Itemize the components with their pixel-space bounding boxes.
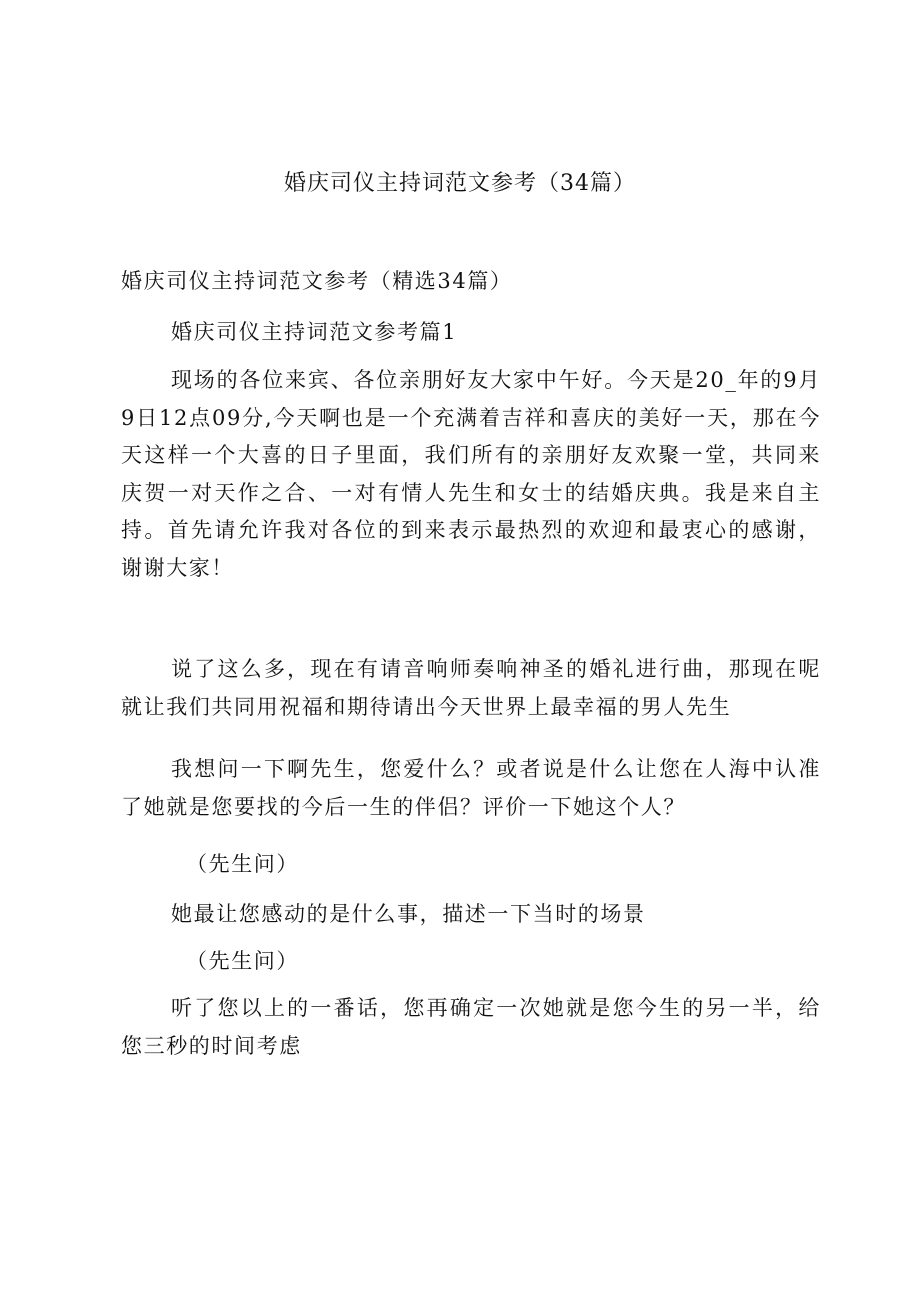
- paragraph-question-groom: 我想问一下啊先生，您爱什么？或者说是什么让您在人海中认准了她就是您要找的今后一生的伴侣？评价一下她这个人？: [121, 757, 821, 819]
- paragraph-touching-moment: 她最让您感动的是什么事，描述一下当时的场景: [171, 902, 646, 926]
- document-title: 婚庆司仪主持词范文参考（34篇）: [284, 171, 636, 196]
- stage-note-groom-asked: （先生问）: [186, 852, 299, 876]
- stage-note-groom-asked-2: （先生问）: [186, 949, 299, 973]
- section-heading: 婚庆司仪主持词范文参考篇1: [171, 320, 458, 344]
- document-subtitle: 婚庆司仪主持词范文参考（精选34篇）: [121, 269, 513, 293]
- paragraph-wedding-march: 说了这么多，现在有请音响师奏响神圣的婚礼进行曲，那现在呢就让我们共同用祝福和期待请出今天世界上最幸福的男人先生: [121, 657, 821, 719]
- paragraph-three-seconds: 听了您以上的一番话，您再确定一次她就是您今生的另一半，给您三秒的时间考虑: [121, 996, 821, 1058]
- paragraph-opening-speech: 现场的各位来宾、各位亲朋好友大家中午好。今天是20_年的9月9日12点09分,今天啊也是一个充满着吉祥和喜庆的美好一天，那在今天这样一个大喜的日子里面，我们所有的亲朋好友欢聚一堂，共同来庆贺一对天作之合、一对有情人先生和女士的结婚庆典。我是来自主持。首先请允许我对各位的到来表示最热烈的欢迎和最衷心的感谢，谢谢大家！: [121, 368, 821, 580]
